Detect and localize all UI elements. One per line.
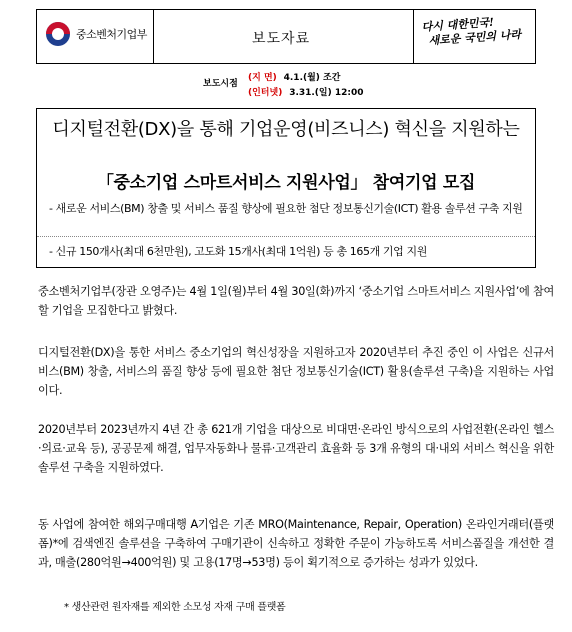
- embargo-paper-row: [248, 71, 340, 86]
- body-paragraph-1: 중소벤처기업부(장관 오영주)는 4월 1일(월)부터 4월 30일(화)까지 ‘중소기업 스마트서비스 지원사업’에 참여할 기업을 모집한다고 밝혔다.: [38, 285, 554, 317]
- headline-main: 디지털전환(DX)을 통해 기업운영(비즈니스) 혁신을 지원하는: [52, 119, 520, 140]
- ministry-name: 중소벤처기업부: [76, 28, 147, 41]
- ministry-logo: [46, 22, 147, 46]
- embargo-online-time: 3.31.(일) 12:00: [289, 88, 364, 98]
- headline-box: [36, 108, 536, 268]
- headline-program: 「중소기업 스마트서비스 지원사업」 참여기업 모집: [96, 173, 476, 193]
- subheadline-divider: [37, 236, 535, 238]
- subheadline-2: - 신규 150개사(최대 6천만원), 고도화 15개사(최대 1억원) 등 총 165개 기업 지원: [49, 245, 427, 258]
- press-release-header: [36, 9, 536, 64]
- body-paragraph-3: 2020년부터 2023년까지 4년 간 총 621개 기업을 대상으로 비대면·온라인 방식으로의 사업전환(온라인 헬스·의료·교육 등), 공공문제 해결, 업무자동화나 물류·고객관리 효율화 등 3개 유형의 대·내외 서비스 혁신을 위한 솔루션 구축을 지원하였다.: [38, 423, 554, 474]
- header-divider-left: [153, 10, 154, 63]
- body-paragraph-2: 디지털전환(DX)을 통한 서비스 중소기업의 혁신성장을 지원하고자 2020년부터 추진 중인 이 사업은 신규서비스(BM) 창출, 서비스의 품질 향상 등에 필요한 첨단 정보통신기술(ICT) 활용(솔루션 구축)을 지원하는 사업이다.: [38, 346, 554, 397]
- embargo-paper-label: (지 면): [248, 73, 277, 83]
- footnote: * 생산관련 원자재를 제외한 소모성 자재 구매 플랫폼: [64, 602, 286, 613]
- embargo-online-row: [248, 86, 364, 101]
- document-type: 보도자료: [252, 31, 311, 47]
- embargo-label: 보도시점: [203, 79, 238, 89]
- embargo-paper-time: 4.1.(월) 조간: [283, 73, 341, 83]
- header-divider-right: [413, 10, 414, 63]
- slogan-line-1: 다시 대한민국!: [421, 15, 495, 34]
- embargo-online-label: (인터넷): [248, 88, 283, 98]
- government-slogan: [421, 13, 531, 48]
- slogan-line-2: 새로운 국민의 나라: [428, 27, 522, 48]
- ministry-emblem-icon: [46, 22, 70, 46]
- subheadline-1: - 새로운 서비스(BM) 창출 및 서비스 품질 향상에 필요한 첨단 정보통신기술(ICT) 활용 솔루션 구축 지원: [49, 202, 523, 215]
- body-paragraph-4: 동 사업에 참여한 해외구매대행 A기업은 기존 MRO(Maintenance, Repair, Operation) 온라인거래터(플랫폼)*에 검색엔진 솔루션을 구축하여 구매기관이 신속하고 정확한 주문이 가능하도록 서비스품질을 개선한 결과, 매출(280억원→400억원) 및 고용(17명→53명) 등이 획기적으로 증가하는 성과가 있었다.: [38, 518, 554, 569]
